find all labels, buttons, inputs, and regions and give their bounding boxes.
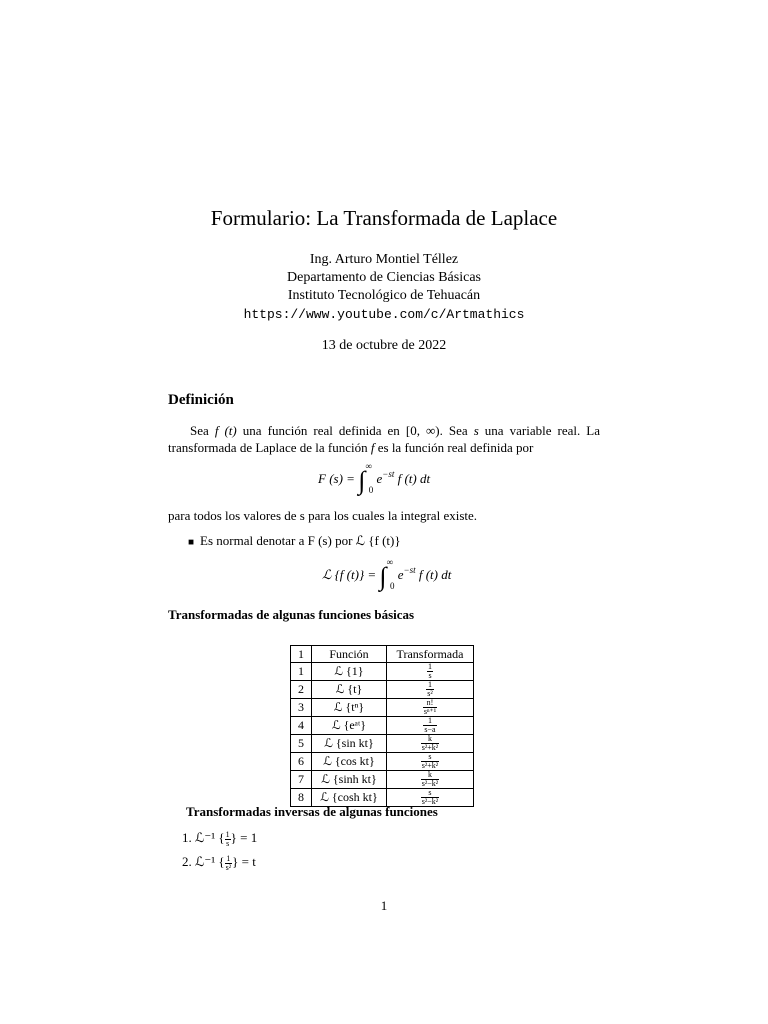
fraction-numerator: 1 [225,829,230,839]
exponential: $e^{-st}$ [397,565,416,582]
item-label: 1. [182,830,195,845]
row-number-cell: 4 [291,717,312,735]
function-cell: ℒ {eᵃᵗ} [312,717,387,735]
fraction-denominator: s²−k² [421,779,439,788]
text-run: Sea [190,423,215,438]
function-cell: ℒ {1} [312,663,387,681]
fraction [423,699,437,716]
header-cell: Transformada [387,646,474,663]
inverse-operator: ℒ⁻¹ { [195,854,225,869]
fraction-denominator: s [428,671,432,680]
table-row [291,753,474,771]
item-label: 2. [182,854,195,869]
function-cell: ℒ {cos kt} [312,753,387,771]
fraction [426,681,434,698]
math-f: f [370,440,375,455]
integral-sign-icon: ∫ [379,562,387,591]
section-heading-inverse-transforms: Transformadas inversas de algunas funciones [186,804,438,819]
text-run: una variable real. La transformada de Laplace de la función [168,423,600,455]
formula-lhs: ℒ {f (t)} = [322,567,380,582]
transform-cell [387,771,474,789]
fraction-numerator: 1 [427,680,432,689]
formula-body: f (t) dt [418,567,452,582]
fraction-denominator: s²+k² [421,743,439,752]
exponential: $e^{-st}$ [376,469,395,486]
lower-limit: 0 [368,485,374,495]
function-cell: ℒ {t} [312,681,387,699]
section-heading-basic-transforms: Transformadas de algunas funciones básicas [168,607,415,622]
fraction-numerator: k [421,735,439,744]
fraction [421,771,439,788]
formula-lhs: F (s) = [318,471,359,486]
upper-limit: ∞ [386,557,393,567]
fraction [225,855,233,872]
fraction-numerator: n! [423,699,437,708]
text-run: . Sea [439,423,474,438]
table-row [291,663,474,681]
header-cell: Función [312,646,387,663]
fraction [427,663,433,680]
text-run: una función real definida en [236,423,406,438]
fraction-denominator: s²−k² [421,797,439,806]
text-run: es la función real definida por [374,440,534,455]
table-body [291,663,474,807]
laplace-definition-formula [318,461,431,496]
transform-cell [387,663,474,681]
fraction-denominator: s [226,838,230,848]
document-date: 13 de octubre de 2022 [321,338,447,353]
row-number-cell: 3 [291,699,312,717]
fraction-denominator: s²+k² [421,761,439,770]
row-number-cell: 6 [291,753,312,771]
author-url[interactable]: https://www.youtube.com/c/Artmathics [243,307,525,322]
function-cell: ℒ {sinh kt} [312,771,387,789]
table-row [291,717,474,735]
row-number-cell: 7 [291,771,312,789]
row-number-cell: 1 [291,663,312,681]
fraction-denominator: s² [225,862,232,872]
row-number-cell: 8 [291,789,312,807]
transform-cell [387,699,474,717]
inverse-result: } = t [232,854,256,869]
fraction [423,717,436,734]
row-number-cell: 5 [291,735,312,753]
inverse-list [182,828,482,876]
fraction-numerator: k [421,771,439,780]
function-cell: ℒ {cosh kt} [312,789,387,807]
table-row [291,699,474,717]
table-row [291,771,474,789]
math-f-of-t: f (t) [214,423,237,438]
header-cell: 1 [291,646,312,663]
laplace-notation-formula [322,557,452,592]
row-number-cell: 2 [291,681,312,699]
fraction-denominator: s² [427,689,433,698]
document-title: Formulario: La Transformada de Laplace [210,206,558,230]
author-department: Departamento de Ciencias Básicas [287,270,481,285]
formula-body: f (t) dt [397,471,431,486]
function-cell: ℒ {sin kt} [312,735,387,753]
lower-limit: 0 [389,581,395,591]
inverse-list-item [182,852,482,876]
function-cell: ℒ {tⁿ} [312,699,387,717]
fraction-numerator: 1 [423,717,436,726]
page-number: 1 [380,898,388,913]
fraction-numerator: 1 [428,662,432,671]
definition-after-text: para todos los valores de s para los cuales la integral existe. [168,508,478,523]
fraction-denominator: sⁿ⁺¹ [423,707,437,716]
math-interval: [0, ∞) [405,423,440,438]
author-name: Ing. Arturo Montiel Téllez [309,252,459,267]
inverse-operator: ℒ⁻¹ { [195,830,225,845]
fraction [421,753,439,770]
fraction-denominator: s−a [424,725,436,734]
author-institute: Instituto Tecnológico de Tehuacán [287,288,481,303]
fraction-numerator: s [421,789,439,798]
inverse-list-item [182,828,482,852]
fraction [421,735,439,752]
bullet-icon: ■ [188,537,195,548]
table-header-row [291,646,474,663]
bullet-text: Es normal denotar a F (s) por ℒ {f (t)} [200,533,401,548]
section-heading-definition: Definición [168,392,234,408]
inverse-result: } = 1 [230,830,258,845]
upper-limit: ∞ [365,461,372,471]
fraction-numerator: s [421,753,439,762]
transform-cell [387,753,474,771]
fraction-numerator: 1 [226,853,231,863]
integral-sign-icon: ∫ [358,466,366,495]
table-row [291,735,474,753]
transform-cell [387,681,474,699]
transform-cell [387,735,474,753]
notation-bullet [188,532,608,551]
definition-paragraph [168,422,600,456]
transform-cell [387,717,474,735]
transforms-table [290,645,474,807]
math-s: s [473,423,479,438]
table-row [291,681,474,699]
